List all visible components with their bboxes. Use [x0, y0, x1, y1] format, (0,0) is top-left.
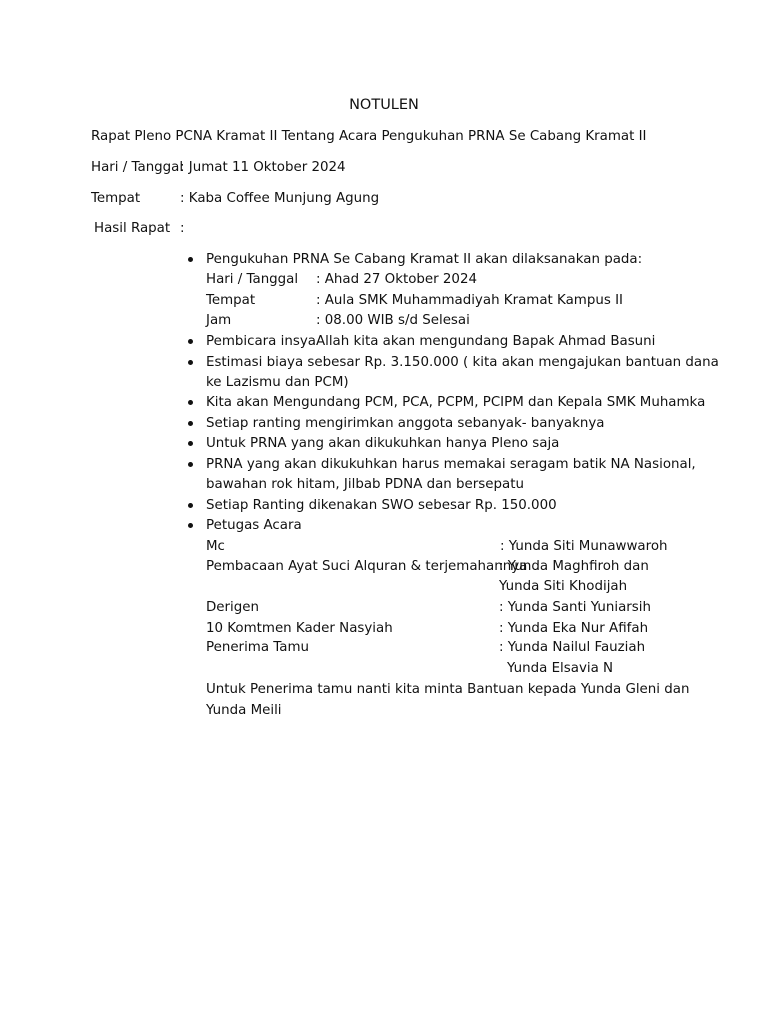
- result-item-6: Untuk PRNA yang akan dikukuhkan hanya Pleno saja: [206, 436, 560, 451]
- role-commitment-name: : Yunda Eka Nur Afifah: [499, 621, 649, 636]
- role-conductor-name: : Yunda Santi Yuniarsih: [499, 600, 651, 615]
- role-mc-label: Mc: [206, 539, 225, 554]
- result-item-5: Setiap ranting mengirimkan anggota sebanyak- banyaknya: [206, 416, 605, 431]
- role-conductor-label: Derigen: [206, 600, 260, 615]
- header-place-label: Tempat: [91, 191, 141, 206]
- result-item-2: Pembicara insyaAllah kita akan mengundang Bapak Ahmad Basuni: [206, 334, 656, 349]
- event-date-label: Hari / Tanggal: [206, 272, 299, 287]
- result-item-8: Setiap Ranting dikenakan SWO sebesar Rp. 150.000: [206, 498, 557, 513]
- role-guests-name: : Yunda Nailul Fauziah: [499, 640, 646, 655]
- header-date-value: : Jumat 11 Oktober 2024: [180, 160, 346, 175]
- bullet-icon: [188, 503, 193, 508]
- bullet-icon: [188, 523, 193, 528]
- role-quran-name-2: Yunda Siti Khodijah: [499, 579, 628, 594]
- meeting-subject: Rapat Pleno PCNA Kramat II Tentang Acara Pengukuhan PRNA Se Cabang Kramat II: [91, 129, 647, 144]
- event-date-value: : Ahad 27 Oktober 2024: [316, 272, 477, 287]
- bullet-icon: [188, 339, 193, 344]
- event-place-label: Tempat: [206, 293, 256, 308]
- result-item-4: Kita akan Mengundang PCM, PCA, PCPM, PCIPM dan Kepala SMK Muhamka: [206, 395, 706, 410]
- document-title: NOTULEN: [349, 97, 419, 113]
- result-item-3-line1: Estimasi biaya sebesar Rp. 3.150.000 ( kita akan mengajukan bantuan dana: [206, 355, 719, 370]
- bullet-icon: [188, 421, 193, 426]
- result-item-7-line2: bawahan rok hitam, Jilbab PDNA dan bersepatu: [206, 477, 524, 492]
- result-item-1: Pengukuhan PRNA Se Cabang Kramat II akan dilaksanakan pada:: [206, 252, 643, 267]
- bullet-icon: [188, 462, 193, 467]
- role-guests-label: Penerima Tamu: [206, 640, 309, 655]
- role-commitment-label: 10 Komtmen Kader Nasyiah: [206, 621, 393, 636]
- role-quran-name: : Yunda Maghfiroh dan: [499, 559, 649, 574]
- guests-note-line1: Untuk Penerima tamu nanti kita minta Bantuan kepada Yunda Gleni dan: [206, 682, 690, 697]
- role-guests-name-2: Yunda Elsavia N: [507, 661, 614, 676]
- role-mc-name: : Yunda Siti Munawwaroh: [500, 539, 668, 554]
- event-time-label: Jam: [206, 313, 232, 328]
- event-time-value: : 08.00 WIB s/d Selesai: [316, 313, 470, 328]
- result-item-9: Petugas Acara: [206, 518, 302, 533]
- bullet-icon: [188, 400, 193, 405]
- bullet-icon: [188, 257, 193, 262]
- result-item-3-line2: ke Lazismu dan PCM): [206, 375, 349, 390]
- bullet-icon: [188, 441, 193, 446]
- bullet-icon: [188, 360, 193, 365]
- header-date-label: Hari / Tanggal: [91, 160, 184, 175]
- guests-note-line2: Yunda Meili: [206, 703, 282, 718]
- header-place-value: : Kaba Coffee Munjung Agung: [180, 191, 380, 206]
- header-results-value: :: [180, 221, 185, 236]
- header-results-label: Hasil Rapat: [94, 221, 171, 236]
- role-quran-label: Pembacaan Ayat Suci Alquran & terjemahannya: [206, 559, 528, 574]
- event-place-value: : Aula SMK Muhammadiyah Kramat Kampus II: [316, 293, 623, 308]
- result-item-7-line1: PRNA yang akan dikukuhkan harus memakai seragam batik NA Nasional,: [206, 457, 696, 472]
